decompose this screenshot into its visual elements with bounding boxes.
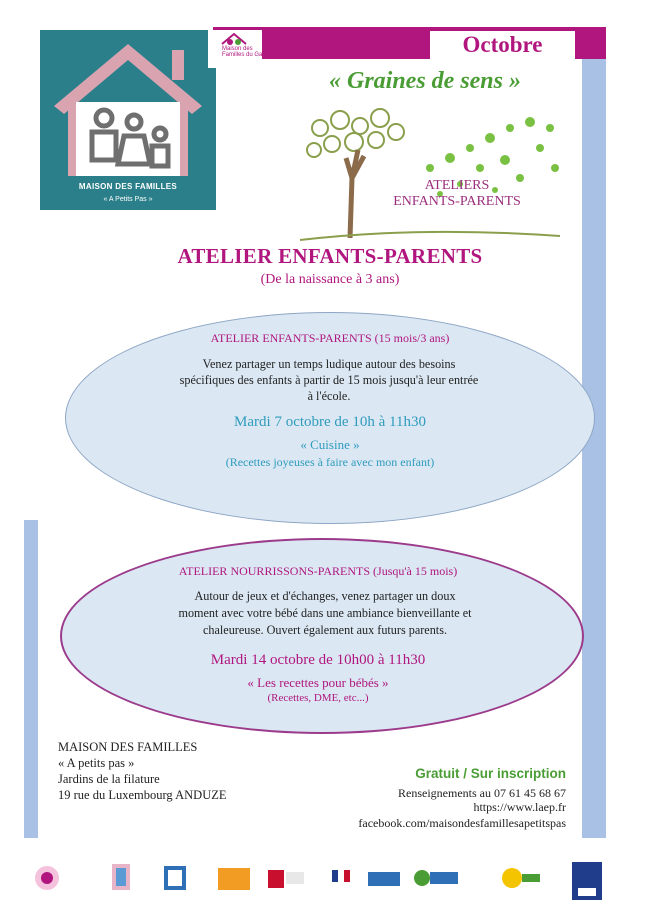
caf-logo — [570, 858, 604, 904]
workshop2-body — [128, 588, 522, 639]
workshop1-body-line1: Venez partager un temps ludique autour des besoins — [202, 357, 456, 371]
prefet-logo — [330, 858, 354, 904]
cget-logo — [366, 858, 402, 904]
workshop1-date: Mardi 7 octobre de 10h à 11h30 — [234, 414, 426, 430]
house-family-icon — [52, 40, 204, 180]
workshop2-theme: « Les recettes pour bébés » — [247, 675, 389, 690]
logo-name: MAISON DES FAMILLES — [78, 182, 178, 191]
address-line2: « A petits pas » — [58, 756, 135, 770]
vincent-logo — [498, 858, 542, 904]
partner-logos — [30, 858, 620, 906]
workshop1-theme: « Cuisine » — [300, 437, 360, 452]
workshop1-body-line2: spécifiques des enfants à partir de 15 mois jusqu'à leur entrée — [179, 373, 479, 387]
enfance-logo — [32, 858, 62, 904]
laep-logo — [106, 858, 136, 904]
workshop2-heading: ATELIER NOURRISSONS-PARENTS (Jusqu'à 15 mois) — [178, 564, 458, 578]
workshop1-heading: ATELIER ENFANTS-PARENTS (15 mois/3 ans) — [210, 331, 450, 345]
address-line3: Jardins de la filature — [58, 772, 160, 786]
tree-caption-line1: ATELIERS — [424, 178, 490, 193]
workshop1-body — [130, 356, 528, 404]
facebook-link[interactable]: facebook.com/maisondesfamillesapetitspas — [358, 816, 566, 830]
workshop1-body-line3: à l'école. — [307, 389, 351, 403]
logo-subname: « A Petits Pas » — [103, 196, 153, 203]
workshop1-note: (Recettes joyeuses à faire avec mon enfant) — [225, 455, 435, 469]
address-line4: 19 rue du Luxembourg ANDUZE — [58, 788, 227, 802]
ales-logo — [410, 858, 460, 904]
program-title: « Graines de sens » — [328, 68, 521, 94]
free-registration-label: Gratuit / Sur inscription — [415, 766, 566, 781]
workshop2-body-line1: Autour de jeux et d'échanges, venez partager un doux — [194, 589, 456, 603]
left-decor-bar — [24, 520, 38, 838]
tree-caption — [368, 178, 546, 210]
small-logo-text: Maison des Familles du Gard — [222, 46, 268, 58]
month-label: Octobre — [430, 31, 575, 59]
phone-info: Renseignements au 07 61 45 68 67 — [398, 786, 566, 800]
workshop2-body-line2: moment avec votre bébé dans une ambiance bienveillante et — [178, 606, 472, 620]
main-title: ATELIER ENFANTS-PARENTS — [177, 244, 483, 268]
anduze-logo — [160, 858, 190, 904]
address-line1: MAISON DES FAMILLES — [58, 740, 198, 754]
workshop2-note: (Recettes, DME, etc...) — [267, 692, 369, 704]
occitanie-logo — [266, 858, 306, 904]
maison-des-familles-logo — [40, 30, 216, 210]
website-link[interactable]: https://www.laep.fr — [473, 800, 566, 814]
workshop2-date: Mardi 14 octobre de 10h00 à 11h30 — [210, 652, 426, 668]
address-block — [58, 739, 227, 803]
tree-caption-line2: ENFANTS-PARENTS — [393, 194, 521, 209]
tree-illustration — [280, 98, 570, 243]
workshop2-body-line3: chaleureuse. Ouvert également aux futurs parents. — [203, 623, 447, 637]
main-subtitle: (De la naissance à 3 ans) — [260, 272, 400, 287]
gard-logo — [216, 858, 252, 904]
